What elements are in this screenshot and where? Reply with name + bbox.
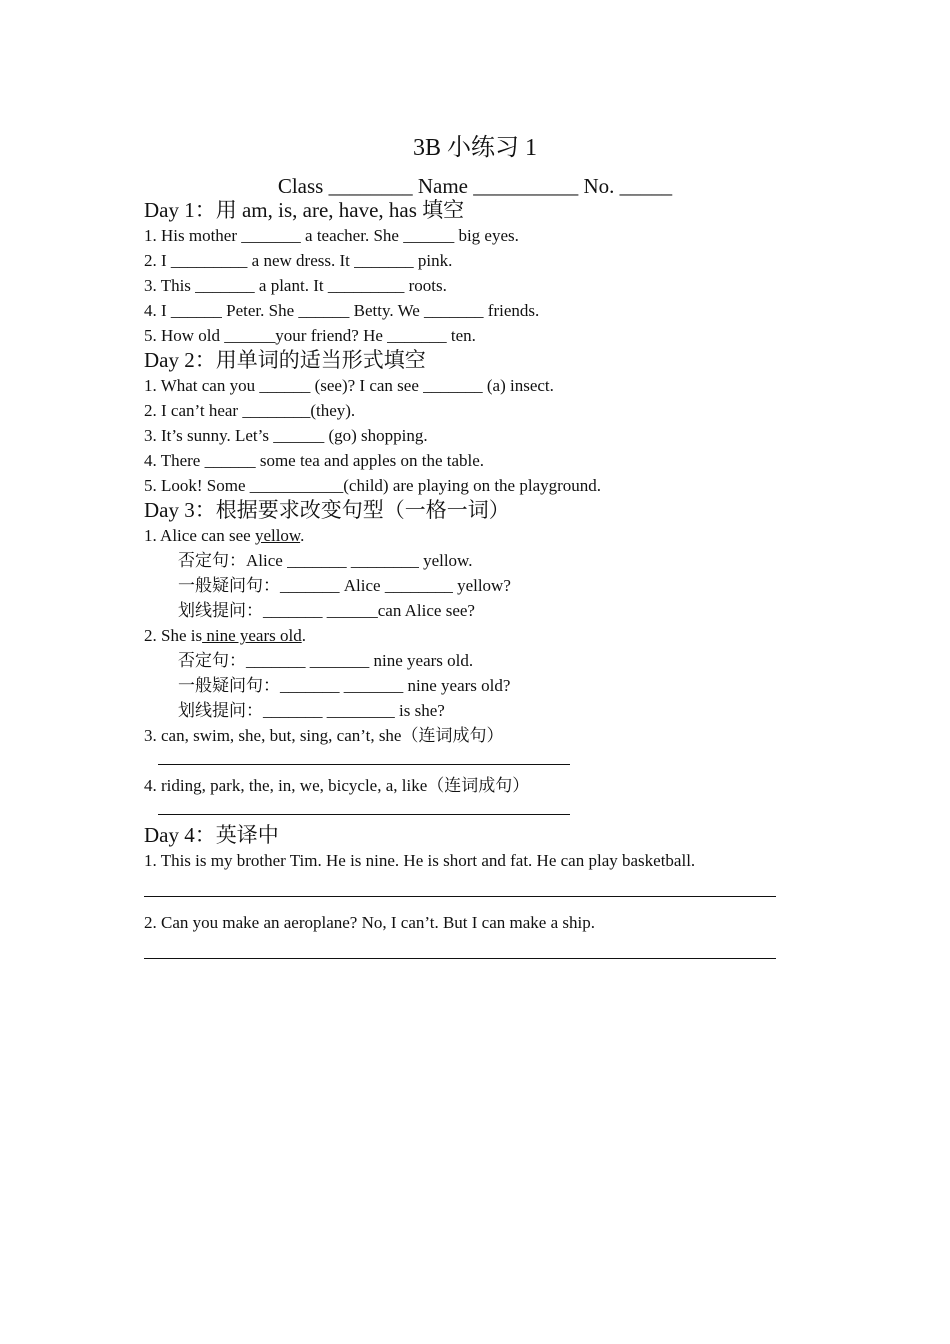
day3-q1-general-question: 一般疑问句：_______ Alice ________ yellow? xyxy=(178,576,511,595)
day3-q1-sentence xyxy=(144,523,824,548)
day3-q1-prefix: 1. Alice can see xyxy=(144,526,255,545)
day4-heading: Day 4：英译中 xyxy=(144,823,279,847)
day3-q3: 3. can, swim, she, but, sing, can’t, she（连词成句） xyxy=(144,726,504,745)
day3-q1-suffix: . xyxy=(300,526,305,545)
day3-q2-underline-question: 划线提问：_______ ________ is she? xyxy=(178,701,445,720)
day1-item-1: 1. His mother _______ a teacher. She ______ big eyes. xyxy=(144,226,519,245)
day2-item-1: 1. What can you ______ (see)? I can see _______ (a) insect. xyxy=(144,376,554,395)
day1-item-3: 3. This _______ a plant. It _________ roots. xyxy=(144,276,447,295)
day3-q4-answer-line xyxy=(144,798,824,823)
answer-rule xyxy=(158,814,570,815)
day3-q2-suffix: . xyxy=(301,626,306,645)
day3-q2-general-question: 一般疑问句：_______ _______ nine years old? xyxy=(178,676,511,695)
answer-rule xyxy=(158,764,570,765)
day1-heading: Day 1：用 am, is, are, have, has 填空 xyxy=(144,198,465,222)
worksheet-title: 3B 小练习 1 xyxy=(412,135,537,161)
day3-q3-answer-line xyxy=(144,748,824,773)
answer-rule xyxy=(144,896,776,897)
day3-q1-underline-question: 划线提问：_______ ______can Alice see? xyxy=(178,601,475,620)
day4-item-2: 2. Can you make an aeroplane? No, I can’t. But I can make a ship. xyxy=(144,913,595,932)
day1-item-4: 4. I ______ Peter. She ______ Betty. We _______ friends. xyxy=(144,301,540,320)
day4-item-2-answer-line xyxy=(144,935,824,972)
day1-item-2: 2. I _________ a new dress. It _______ pink. xyxy=(144,251,453,270)
day3-q2-prefix: 2. She is xyxy=(144,626,203,645)
day1-item-5: 5. How old ______your friend? He _______ ten. xyxy=(144,326,476,345)
day3-q4: 4. riding, park, the, in, we, bicycle, a, like（连词成句） xyxy=(144,776,530,795)
day2-item-4: 4. There ______ some tea and apples on the table. xyxy=(144,451,485,470)
day2-item-5: 5. Look! Some ___________(child) are playing on the playground. xyxy=(144,476,602,495)
day4-item-1-answer-line xyxy=(144,873,824,910)
day3-q1-underlined: yellow xyxy=(254,526,301,545)
day3-q2-underlined: nine years old xyxy=(202,626,302,645)
day3-q2-negative: 否定句：_______ _______ nine years old. xyxy=(178,651,474,670)
day3-heading: Day 3：根据要求改变句型（一格一词） xyxy=(144,498,510,522)
day2-item-2: 2. I can’t hear ________(they). xyxy=(144,401,356,420)
day2-heading: Day 2：用单词的适当形式填空 xyxy=(144,348,426,372)
student-info-line: Class ________ Name __________ No. _____ xyxy=(277,174,673,198)
day2-item-3: 3. It’s sunny. Let’s ______ (go) shopping. xyxy=(144,426,428,445)
worksheet-content xyxy=(144,198,824,972)
day3-q1-negative: 否定句：Alice _______ ________ yellow. xyxy=(178,551,473,570)
day3-q2-sentence xyxy=(144,623,824,648)
day4-item-1: 1. This is my brother Tim. He is nine. He is short and fat. He can play basketball. xyxy=(144,851,696,870)
answer-rule xyxy=(144,958,776,959)
